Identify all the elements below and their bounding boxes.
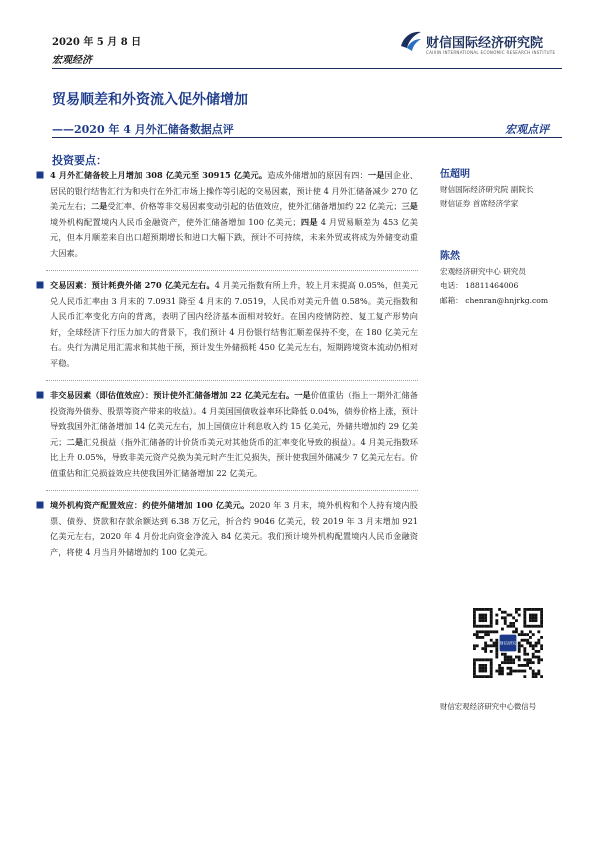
square-bullet-icon (36, 501, 44, 509)
header-rule (52, 68, 562, 69)
point-body: 一是价值重估（指上一期外汇储备投资海外债券、股票等资产带来的收益）。4 月美国国债收益率环比降低 0.04%，债券价格上涨，预计导致我国外汇储备增加 14 亿美元左右，加上国债应计利息收入约 15 亿美元，外储共增加约 29 亿美元；二是汇兑损益（指外汇储备的计价货币美元对其他货币的汇率变化导致的损益）。4 月美元指数环比上升 0.05%，导致非美元资产兑换为美元时产生汇兑损失，预计使我国外储减少 7 亿美元左右。价值重估和汇兑损益效应共使我国外汇储备增加 22 亿美元。 (50, 390, 419, 478)
square-bullet-icon (36, 171, 44, 179)
analyst-name: 伍超明 (440, 169, 470, 180)
investment-points (30, 168, 418, 560)
qr-caption: 财信宏观经济研究中心微信号 (440, 702, 537, 711)
point-lead: 4 月外汇储备较上月增加 308 亿美元至 30915 亿美元。 (50, 170, 268, 180)
logo-name: 财信国际经济研究院 (426, 36, 544, 51)
investment-points-heading: 投资要点： (52, 154, 107, 167)
analyst-email: 邮箱： chenran@hnjrkg.com (440, 295, 549, 305)
analyst-line: 财信证券 首席经济学家 (440, 199, 519, 208)
analyst-name: 陈然 (440, 251, 460, 262)
report-title: 贸易顺差和外资流入促外储增加 (52, 92, 248, 108)
wechat-qr-code (473, 608, 543, 678)
point-divider (46, 270, 418, 271)
investment-point (30, 168, 418, 261)
square-bullet-icon (36, 281, 44, 289)
point-lead: 非交易因素（即估值效应）：预计使外汇储备增加 22 亿美元左右。 (50, 390, 295, 400)
analyst-card (440, 168, 580, 212)
point-divider (46, 380, 418, 381)
institute-logo (398, 28, 563, 72)
point-lead: 交易因素：预计耗费外储 270 亿美元左右。 (50, 280, 215, 290)
report-subtitle: ——2020 年 4 月外汇储备数据点评 (52, 123, 234, 136)
analyst-line: 财信国际经济研究院 副院长 (440, 184, 534, 194)
point-lead: 境外机构资产配置效应：约使外储增加 100 亿美元。 (50, 500, 250, 510)
analyst-line: 宏观经济研究中心 研究员 (440, 266, 526, 276)
report-category: 宏观经济 (52, 55, 92, 66)
report-date: 2020 年 5 月 8 日 (52, 37, 142, 48)
point-body: 2020 年 3 月末，境外机构和个人持有境内股票、债券、贷款和存款余额达到 6.38 万亿元，折合约 9046 亿美元，较 2019 年 3 月末增加 921 亿美元左右，2020 年 4 月份北向资金净流入 84 亿美元。我们预计境外机构配置境内人民币金融资产，将使 4 月当月外储增加约 100 亿美元。 (50, 500, 418, 557)
point-body: 4 月美元指数有所上升，较上月末提高 0.05%，但美元兑人民币汇率由 3 月末的 7.0931 降至 4 月末的 7.0519，人民币对美元升值 0.58%。美元指数和人民币汇率变化方向的背离，表明了国内经济基本面相对较好。在国内疫情防控、复工复产形势向好，全球经济下行压力加大的背景下，我们预计 4 月份银行结售汇顺差保持不变，在 180 亿美元左右。央行为满足用汇需求和其他干预，预计发生外储损耗 450 亿美元左右，短期跨境资本流动仍相对平稳。 (50, 280, 418, 368)
analyst-card (440, 250, 580, 308)
title-rule (52, 137, 562, 138)
investment-point (30, 388, 418, 481)
logo-subtitle: CAIXIN INTERNATIONAL ECONOMIC RESEARCH INSTITUTE (426, 50, 556, 55)
point-body: 造成外储增加的原因有四：一是国企业、居民的银行结售汇行为和央行在外汇市场上操作等引起的交易因素，预计使 4 月外汇储备减少 270 亿美元左右；二是受汇率、价格等非交易因素变动引起的估值效应，使外汇储备增加约 22 亿美元；三是境外机构配置境内人民币金融资产，使外汇储备增加 100 亿美元；四是 4 月贸易顺差为 453 亿美元，但本月顺差来自出口超预期增长和进口大幅下跌，预计不可持续，未来外贸或将成为外储变动重大因素。 (50, 170, 418, 258)
investment-point (30, 278, 418, 371)
institute-logo-icon (398, 28, 424, 54)
analyst-phone: 电话： 18811464006 (440, 281, 519, 290)
square-bullet-icon (36, 391, 44, 399)
point-divider (46, 490, 418, 491)
investment-point (30, 498, 418, 560)
qr-center-label: 财信研究 (499, 640, 517, 646)
report-type-tag: 宏观点评 (505, 123, 549, 136)
